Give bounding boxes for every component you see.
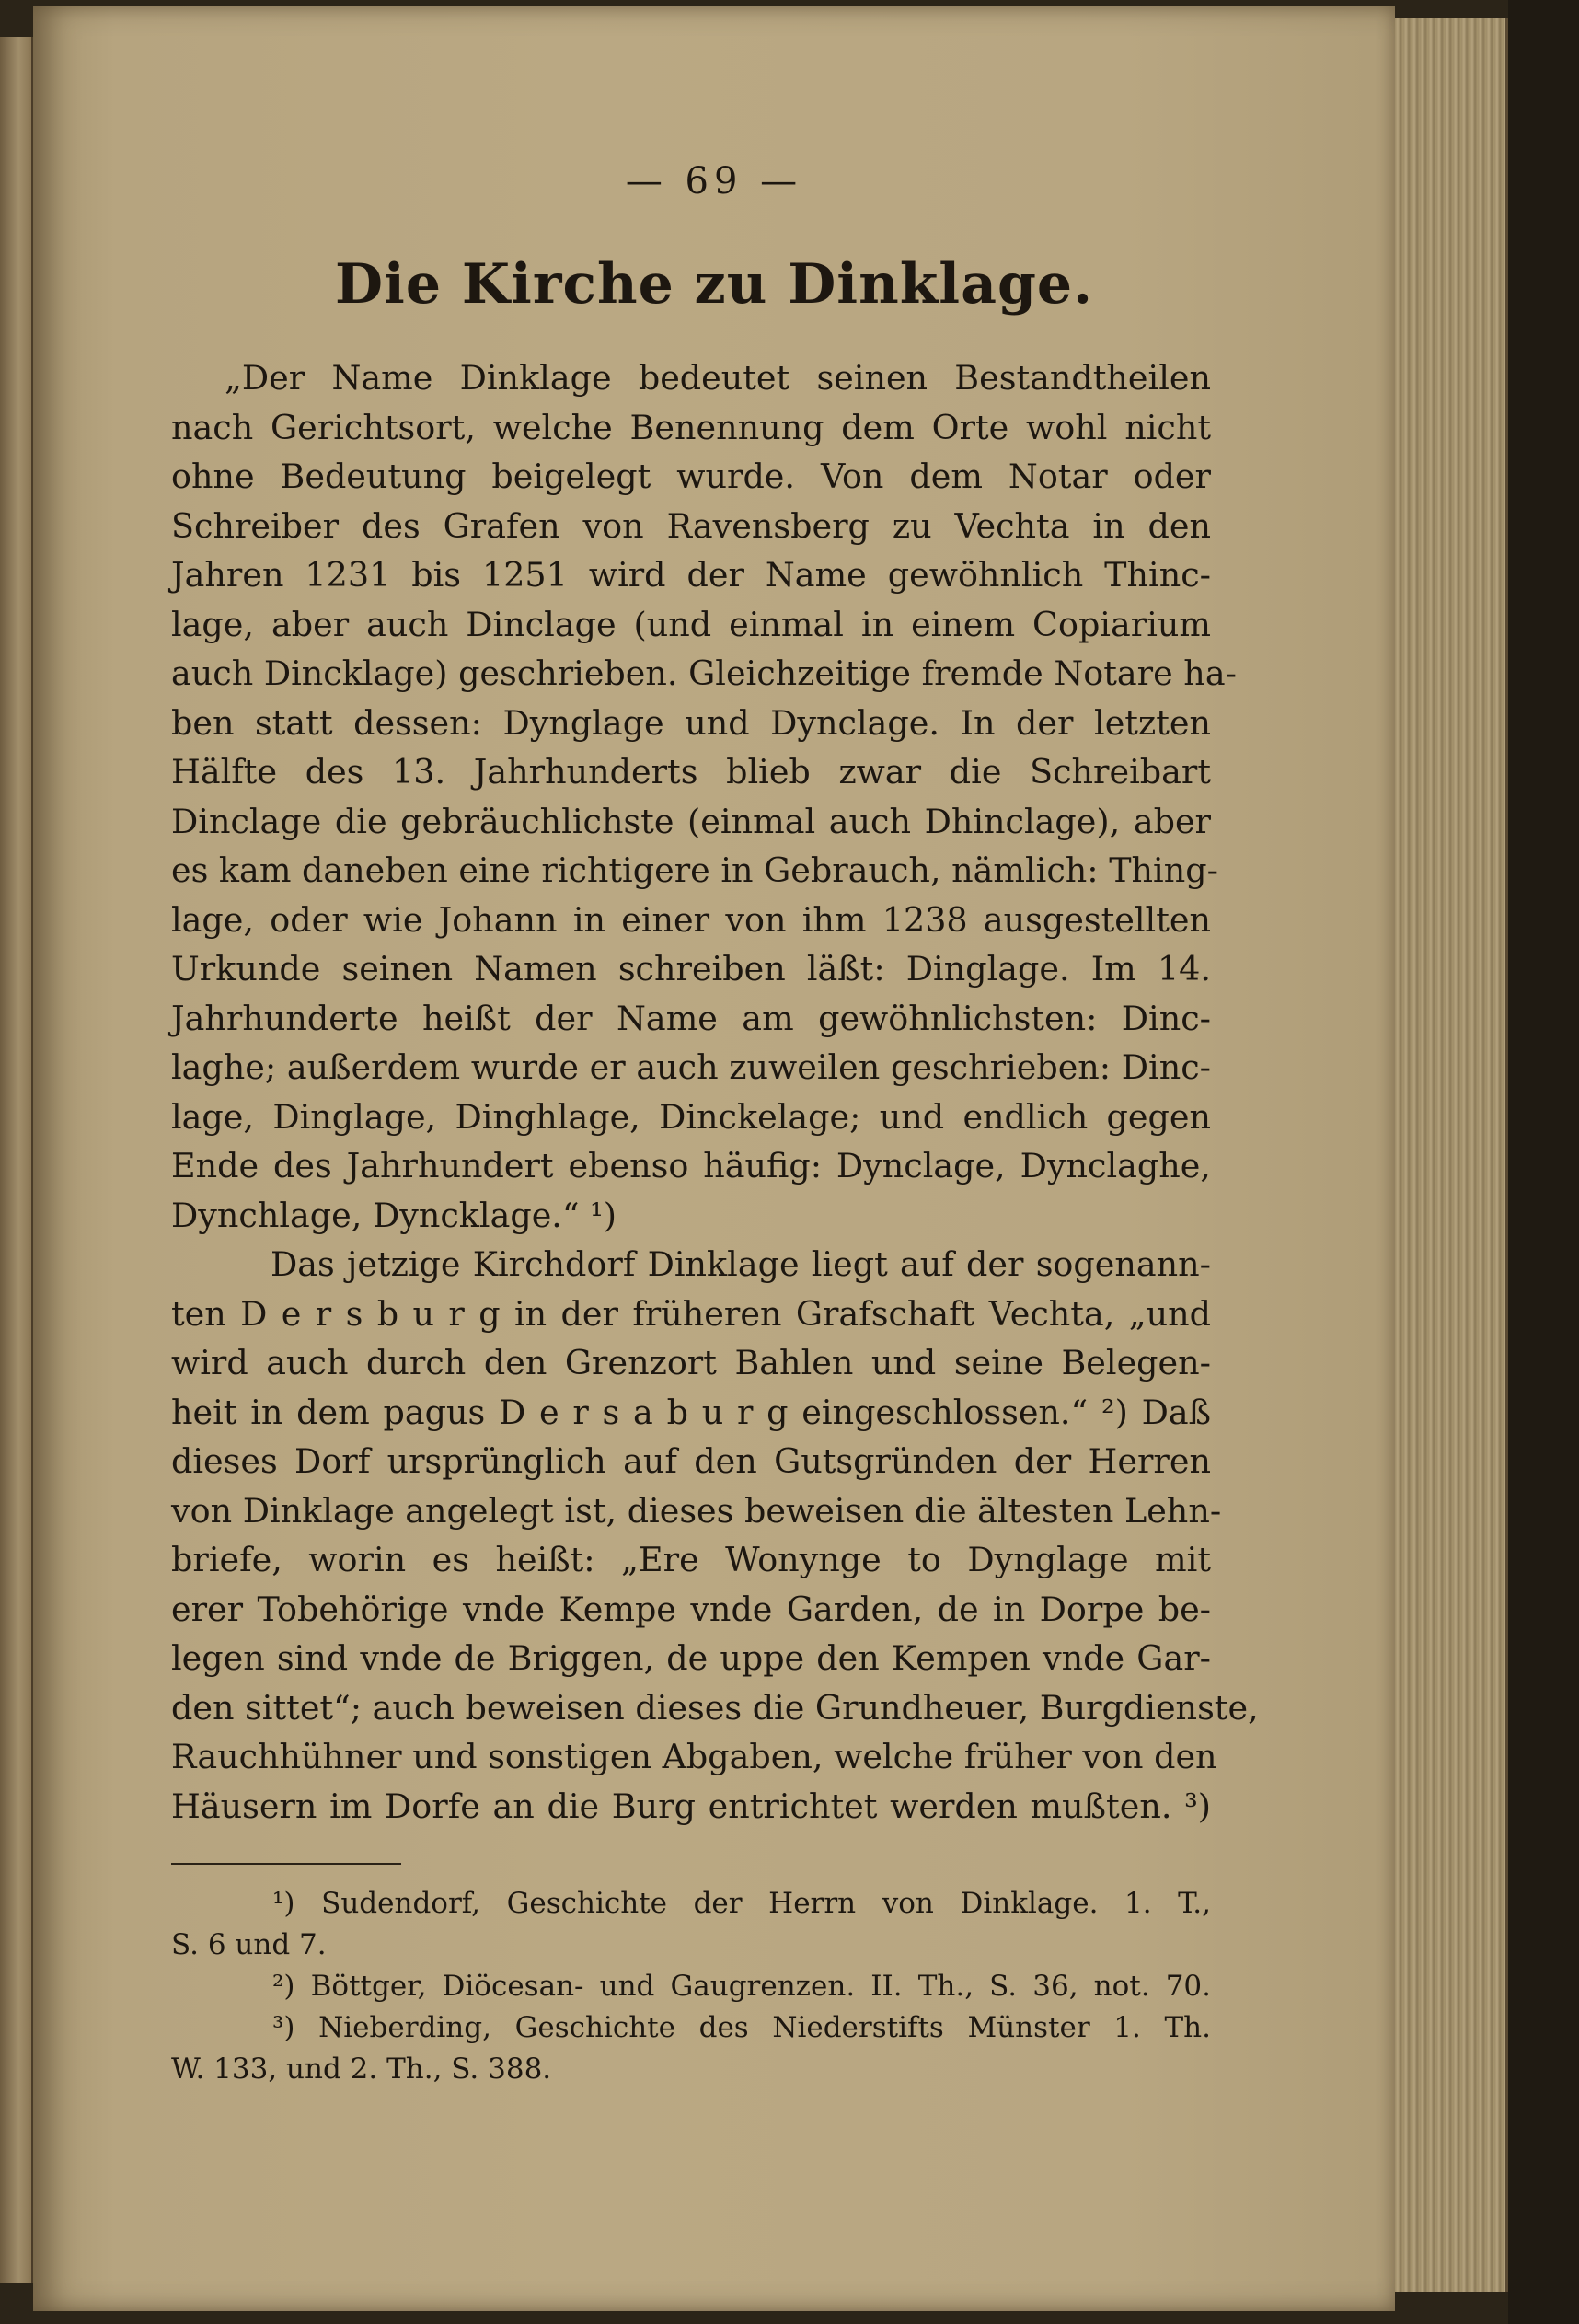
text-line: Das jetzige Kirchdorf Dinklage liegt auf der sogenann- — [271, 1244, 1211, 1284]
text-line: auch Dincklage) geschrieben. Gleichzeitige fremde Notare ha- — [171, 653, 1237, 693]
text-line: Dinclage die gebräuchlichste (einmal auch Dhinclage), aber — [171, 801, 1211, 841]
book-page — [33, 6, 1395, 2311]
text-line: wird auch durch den Grenzort Bahlen und seine Belegen- — [171, 1343, 1211, 1382]
text-line: Ende des Jahrhundert ebenso häufig: Dynclage, Dynclaghe, — [171, 1146, 1211, 1185]
footnote-line: ³) Nieberding, Geschichte des Niederstifts Münster 1. Th. — [272, 2011, 1211, 2044]
footnote-line: ²) Böttger, Diöcesan- und Gaugrenzen. II. Th., S. 36, not. 70. — [272, 1970, 1211, 2003]
footnote-divider — [171, 1863, 401, 1865]
text-line: Jahren 1231 bis 1251 wird der Name gewöhnlich Thinc- — [171, 555, 1211, 595]
text-line: legen sind vnde de Briggen, de uppe den Kempen vnde Gar- — [171, 1638, 1211, 1678]
text-line: Jahrhunderte heißt der Name am gewöhnlichsten: Dinc- — [171, 998, 1211, 1038]
text-line: „Der Name Dinklage bedeutet seinen Bestandtheilen — [225, 358, 1211, 398]
page-stack-edge — [1395, 18, 1508, 2292]
text-line: es kam daneben eine richtigere in Gebrauch, nämlich: Thing- — [171, 850, 1218, 890]
page-number: — 69 — — [625, 160, 803, 202]
footnote-line: S. 6 und 7. — [171, 1928, 327, 1961]
body-text — [171, 353, 1259, 1831]
text-line: Urkunde seinen Namen schreiben läßt: Dinglage. Im 14. — [171, 949, 1211, 989]
text-line: lage, Dinglage, Dinghlage, Dinckelage; und endlich gegen — [171, 1096, 1211, 1137]
footnote-line: W. 133, und 2. Th., S. 388. — [171, 2052, 552, 2086]
text-line: lage, aber auch Dinclage (und einmal in einem Copiarium — [171, 604, 1211, 644]
background-shadow — [1508, 0, 1579, 2324]
text-line: Schreiber des Grafen von Ravensberg zu Vechta in den — [171, 505, 1211, 546]
text-line: dieses Dorf ursprünglich auf den Gutsgründen der Herren — [171, 1441, 1211, 1481]
text-line: Häusern im Dorfe an die Burg entrichtet werden mußten. ³) — [171, 1786, 1211, 1826]
text-line: Rauchhühner und sonstigen Abgaben, welche früher von den — [171, 1737, 1217, 1776]
text-line: ben statt dessen: Dynglage und Dynclage. In der letzten — [171, 702, 1211, 743]
text-line: ohne Bedeutung beigelegt wurde. Von dem Notar oder — [171, 457, 1211, 496]
text-line: lage, oder wie Johann in einer von ihm 1238 ausgestellten — [171, 899, 1211, 940]
text-line: von Dinklage angelegt ist, dieses beweisen die ältesten Lehn- — [171, 1490, 1222, 1531]
text-line: Dynchlage, Dyncklage.“ ¹) — [171, 1195, 617, 1235]
text-line: nach Gerichtsort, welche Benennung dem Orte wohl nicht — [171, 407, 1211, 447]
text-line: ten D e r s b u r g in der früheren Grafschaft Vechta, „und — [171, 1293, 1211, 1334]
footnote-line: ¹) Sudendorf, Geschichte der Herrn von Dinklage. 1. T., — [272, 1887, 1211, 1920]
footnotes — [171, 1883, 1211, 2090]
chapter-title: Die Kirche zu Dinklage. — [335, 252, 1093, 317]
text-line: Hälfte des 13. Jahrhunderts blieb zwar die Schreibart — [171, 752, 1211, 792]
text-line: heit in dem pagus D e r s a b u r g eingeschlossen.“ ²) Daß — [171, 1392, 1211, 1432]
left-page-edge — [0, 37, 33, 2283]
text-line: laghe; außerdem wurde er auch zuweilen geschrieben: Dinc- — [171, 1047, 1211, 1087]
text-line: briefe, worin es heißt: „Ere Wonynge to Dynglage mit — [171, 1540, 1211, 1579]
text-line: erer Tobehörige vnde Kempe vnde Garden, de in Dorpe be- — [171, 1589, 1211, 1629]
text-line: den sittet“; auch beweisen dieses die Grundheuer, Burgdienste, — [171, 1687, 1259, 1728]
